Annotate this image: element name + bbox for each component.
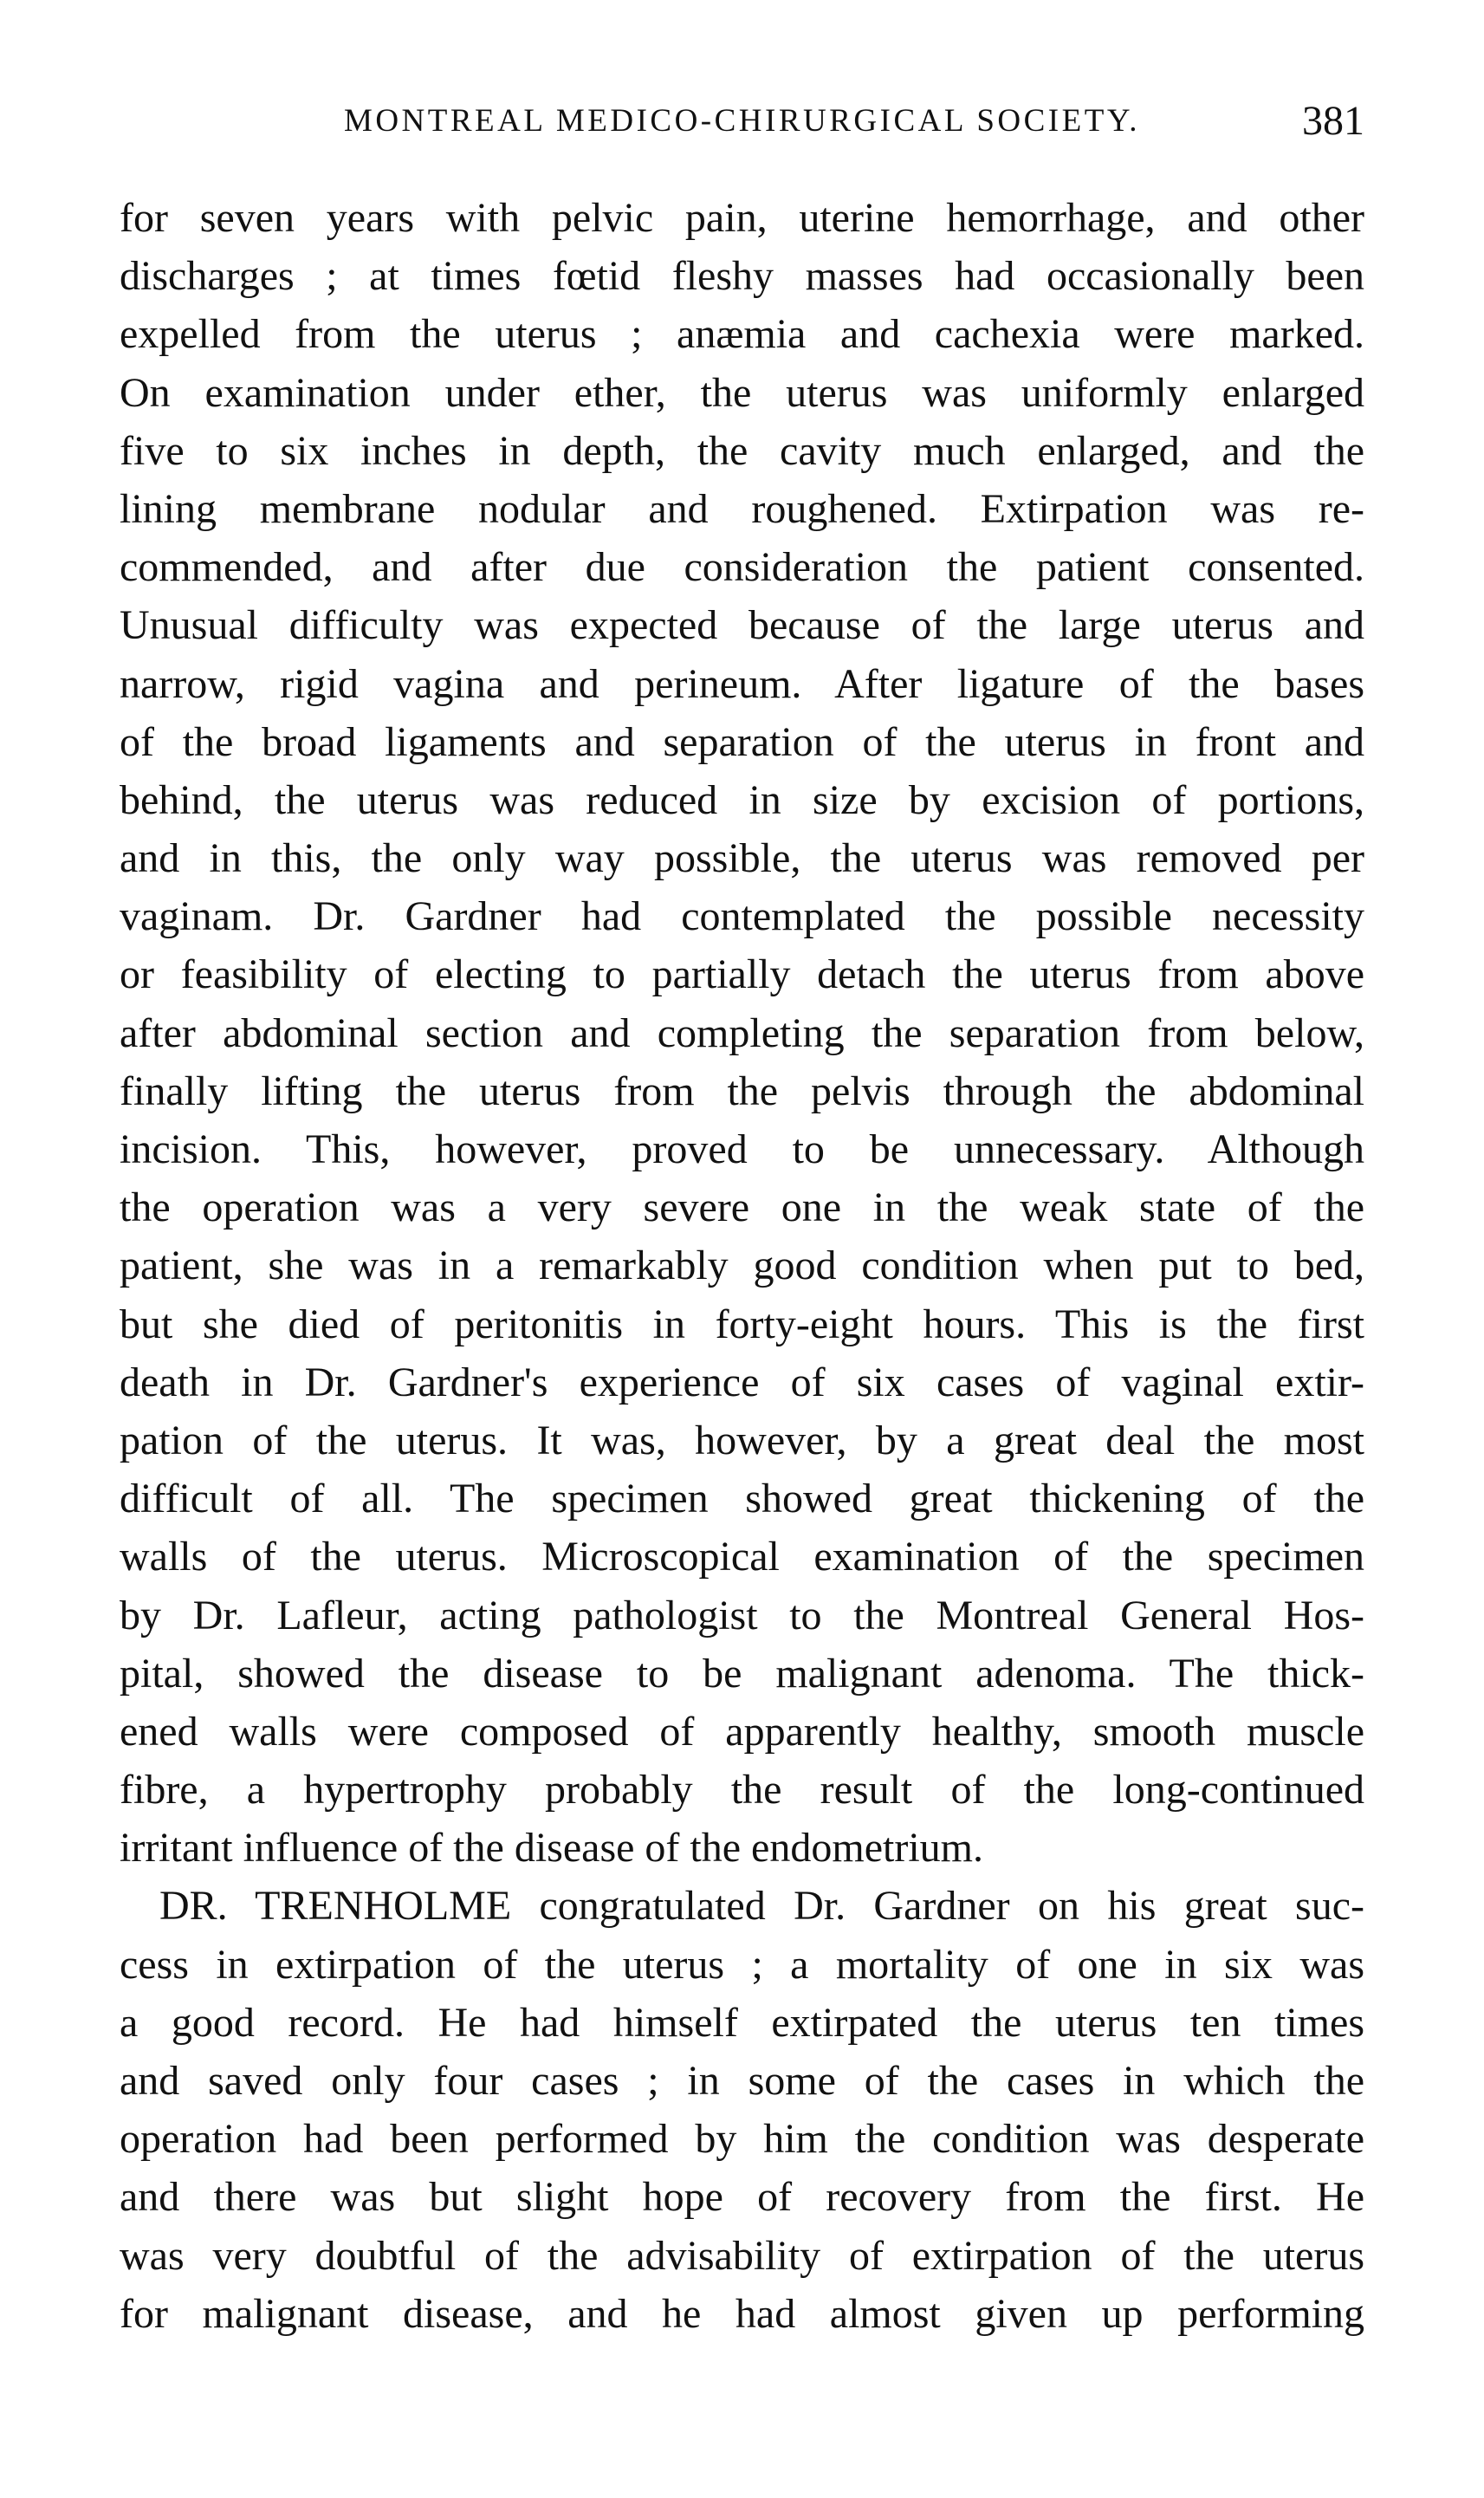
text-line: pation of the uterus. It was, however, by a great deal the most bbox=[120, 1417, 1364, 1463]
paragraph-discussion bbox=[120, 1877, 1364, 2343]
text-line: for seven years with pelvic pain, uterine hemorrhage, and other bbox=[120, 195, 1364, 241]
speaker-name: DR. TRENHOLME bbox=[159, 1883, 512, 1930]
body-text bbox=[120, 189, 1364, 2343]
text-line: Unusual difficulty was expected because of the large uterus and bbox=[120, 602, 1364, 649]
text-line: for malignant disease, and he had almost given up performing bbox=[120, 2290, 1364, 2337]
text-line: of the broad ligaments and separation of the uterus in front and bbox=[120, 718, 1364, 765]
text-line: incision. This, however, proved to be unnecessary. Although bbox=[120, 1126, 1364, 1172]
text-line: finally lifting the uterus from the pelvis through the abdominal bbox=[120, 1067, 1364, 1114]
text-line: narrow, rigid vagina and perineum. After ligature of the bases bbox=[120, 660, 1364, 707]
text-line: by Dr. Lafleur, acting pathologist to the Montreal General Hos- bbox=[120, 1592, 1364, 1638]
text-line: irritant influence of the disease of the endometrium. bbox=[120, 1825, 983, 1872]
text-line: patient, she was in a remarkably good condition when put to bed, bbox=[120, 1243, 1364, 1289]
text-line: On examination under ether, the uterus was uniformly enlarged bbox=[120, 369, 1364, 416]
text-line-first bbox=[120, 1877, 1364, 1935]
text-line: operation had been performed by him the condition was desperate bbox=[120, 2116, 1364, 2163]
text-line: ened walls were composed of apparently healthy, smooth muscle bbox=[120, 1708, 1364, 1755]
text-line: and in this, the only way possible, the uterus was removed per bbox=[120, 835, 1364, 882]
text-line: fibre, a hypertrophy probably the result of the long-continued bbox=[120, 1767, 1364, 1813]
text-line: a good record. He had himself extirpated the uterus ten times bbox=[120, 1999, 1364, 2046]
text-line: discharges ; at times fœtid fleshy masses had occasionally been bbox=[120, 253, 1364, 300]
text-line: vaginam. Dr. Gardner had contemplated the possible necessity bbox=[120, 893, 1364, 940]
page-number: 381 bbox=[1302, 98, 1364, 144]
text-line: lining membrane nodular and roughened. Extirpation was re- bbox=[120, 485, 1364, 532]
text-line: cess in extirpation of the uterus ; a mortality of one in six was bbox=[120, 1941, 1364, 1988]
running-header bbox=[120, 98, 1364, 154]
text-line: death in Dr. Gardner's experience of six cases of vaginal extir- bbox=[120, 1359, 1364, 1405]
text-line: was very doubtful of the advisability of extirpation of the uterus bbox=[120, 2232, 1364, 2279]
text-line-rest: congratulated Dr. Gardner on his great suc- bbox=[511, 1883, 1364, 1930]
text-line: behind, the uterus was reduced in size by excision of portions, bbox=[120, 776, 1364, 823]
text-line: walls of the uterus. Microscopical examination of the specimen bbox=[120, 1534, 1364, 1580]
text-line: five to six inches in depth, the cavity much enlarged, and the bbox=[120, 427, 1364, 474]
text-line: expelled from the uterus ; anæmia and cachexia were marked. bbox=[120, 311, 1364, 358]
text-line: but she died of peritonitis in forty-eight hours. This is the first bbox=[120, 1301, 1364, 1347]
text-line: after abdominal section and completing the separation from below, bbox=[120, 1009, 1364, 1056]
text-line: commended, and after due consideration the patient consented. bbox=[120, 544, 1364, 591]
text-line: or feasibility of electing to partially detach the uterus from above bbox=[120, 951, 1364, 998]
paragraph-case-report bbox=[120, 189, 1364, 1877]
text-line: the operation was a very severe one in the weak state of the bbox=[120, 1184, 1364, 1231]
text-line: and saved only four cases ; in some of the cases in which the bbox=[120, 2058, 1364, 2104]
text-line: and there was but slight hope of recovery from the first. He bbox=[120, 2174, 1364, 2221]
text-line: pital, showed the disease to be malignant adenoma. The thick- bbox=[120, 1650, 1364, 1697]
text-line: difficult of all. The specimen showed great thickening of the bbox=[120, 1476, 1364, 1522]
running-title: MONTREAL MEDICO-CHIRURGICAL SOCIETY. bbox=[343, 103, 1141, 139]
